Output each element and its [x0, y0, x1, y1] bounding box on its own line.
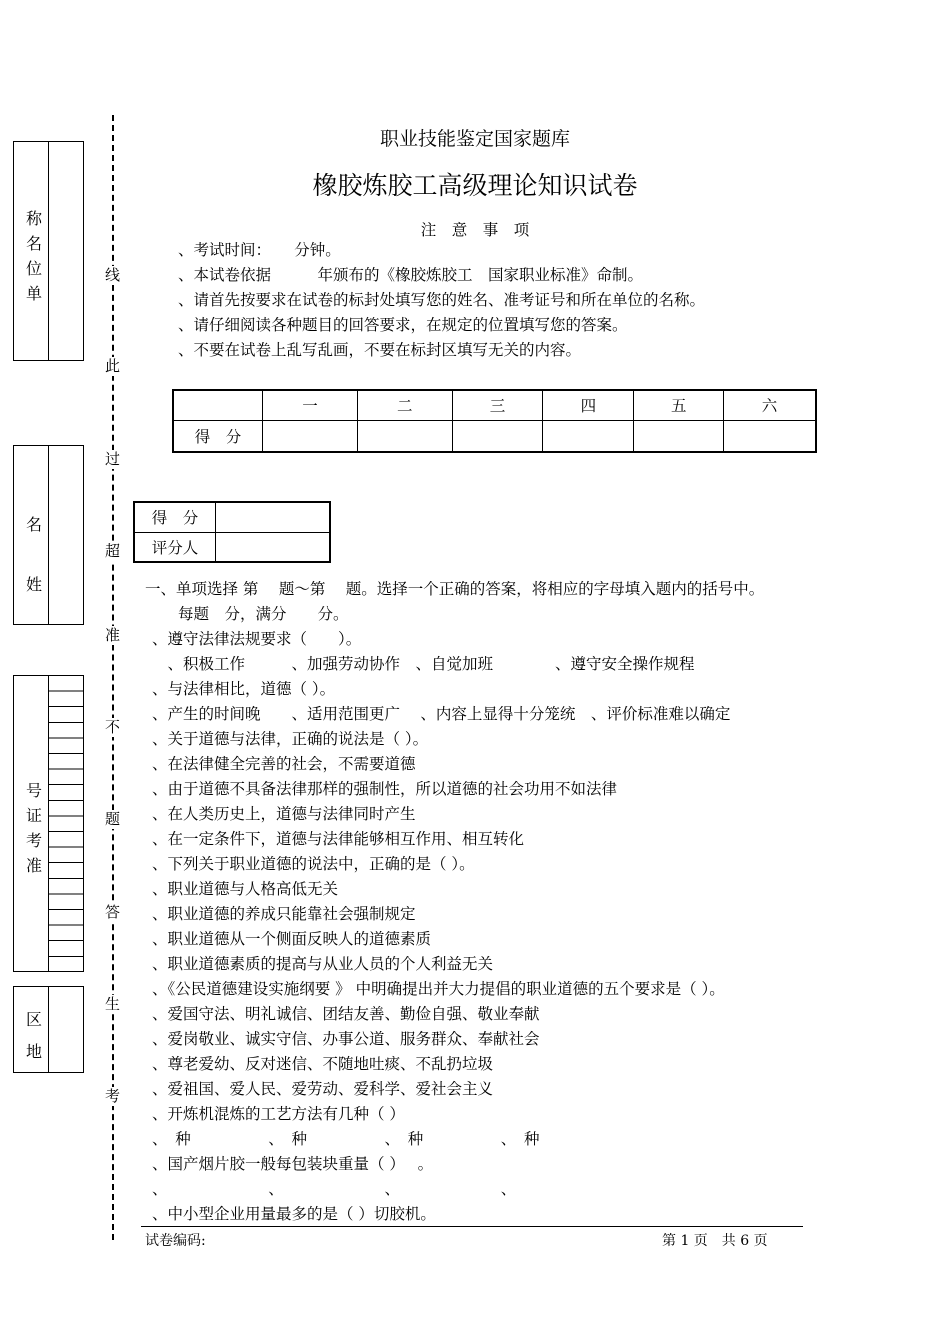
- question-option: 、在人类历史上，道德与法律同时产生: [152, 805, 416, 823]
- score-cell[interactable]: [263, 420, 358, 452]
- question-option: 、爱岗敬业、诚实守信、办事公道、服务群众、奉献社会: [152, 1030, 540, 1048]
- score-row-label: 得 分: [173, 420, 263, 452]
- score-table-header-row: [173, 390, 816, 420]
- exam-title: 橡胶炼胶工高级理论知识试卷: [312, 171, 638, 200]
- question-option: 、爱国守法、明礼诚信、团结友善、勤俭自强、敬业奉献: [152, 1005, 540, 1023]
- question-line: 、开炼机混炼的工艺方法有几种（ ）: [152, 1105, 405, 1123]
- seal-char: 线: [105, 266, 121, 284]
- notice-item: 、请首先按要求在试卷的标封处填写您的姓名、准考证号和所在单位的名称。: [178, 291, 706, 309]
- score-col-3: 三: [452, 390, 543, 420]
- grader-score-label: 得 分: [134, 502, 216, 532]
- question-options: 、 、 、 、: [152, 1180, 517, 1198]
- score-table: [172, 389, 817, 453]
- grader-box: [133, 501, 331, 563]
- question-option: 、在法律健全完善的社会，不需要道德: [152, 755, 416, 773]
- question-option: 、职业道德与人格高低无关: [152, 880, 339, 898]
- seal-char: 答: [105, 903, 121, 921]
- grader-name-label: 评分人: [134, 532, 216, 562]
- notice-heading: 注 意 事 项: [420, 221, 530, 239]
- region-label: 区地: [26, 1010, 43, 1061]
- score-col-5: 五: [634, 390, 724, 420]
- footer-page-number: 第 1 页 共 6 页: [662, 1233, 768, 1249]
- exam-no-box: [13, 675, 84, 972]
- question-option: 、职业道德从一个侧面反映人的道德素质: [152, 930, 432, 948]
- seal-char: 生: [105, 995, 121, 1013]
- score-col-4: 四: [543, 390, 634, 420]
- question-line: 、《公民道德建设实施纲要 》 中明确提出并大力提倡的职业道德的五个要求是（ ）。: [152, 980, 725, 998]
- region-box-divider: [48, 987, 49, 1072]
- score-cell[interactable]: [452, 420, 543, 452]
- footer-code-label: 试卷编码:: [145, 1233, 206, 1249]
- seal-char: 题: [105, 810, 121, 828]
- question-option: 、职业道德的养成只能靠社会强制规定: [152, 905, 416, 923]
- seal-char: 过: [105, 450, 121, 468]
- name-box-divider: [48, 446, 49, 624]
- question-line: 、遵守法律法规要求（ ）。: [152, 630, 362, 648]
- exam-no-grid: [48, 676, 83, 971]
- score-table-corner: [173, 390, 263, 420]
- question-line: 、与法律相比，道德（ ）。: [152, 680, 336, 698]
- question-option: 、由于道德不具备法律那样的强制性，所以道德的社会功用不如法律: [152, 780, 618, 798]
- score-col-6: 六: [724, 390, 816, 420]
- seal-char: 此: [105, 357, 121, 375]
- question-line: 、国产烟片胶一般每包装块重量（ ） 。: [152, 1155, 434, 1173]
- question-option: 、爱祖国、爱人民、爱劳动、爱科学、爱社会主义: [152, 1080, 494, 1098]
- section1-points: 每题 分，满分 分。: [178, 605, 349, 623]
- seal-char: 准: [105, 626, 121, 644]
- score-cell[interactable]: [357, 420, 452, 452]
- name-box: [13, 445, 84, 625]
- section1-instruction: 一、单项选择 第 题～第 题。选择一个正确的答案，将相应的字母填入题内的括号中。: [145, 580, 765, 598]
- notice-item: 、不要在试卷上乱写乱画，不要在标封区填写无关的内容。: [178, 341, 582, 359]
- region-box: [13, 986, 84, 1073]
- score-cell[interactable]: [634, 420, 724, 452]
- score-col-1: 一: [263, 390, 358, 420]
- grader-name-cell[interactable]: [216, 532, 331, 562]
- question-option: 、在一定条件下，道德与法律能够相互作用、相互转化: [152, 830, 525, 848]
- question-line: 、中小型企业用量最多的是（ ）切胶机。: [152, 1205, 436, 1223]
- question-options: 、 种 、 种 、 种 、 种: [152, 1130, 540, 1148]
- question-option: 、职业道德素质的提高与从业人员的个人利益无关: [152, 955, 494, 973]
- seal-char: 考: [105, 1087, 121, 1105]
- score-cell[interactable]: [724, 420, 816, 452]
- question-line: 、下列关于职业道德的说法中，正确的是（ ）。: [152, 855, 475, 873]
- question-line: 、关于道德与法律，正确的说法是（ ）。: [152, 730, 429, 748]
- notice-item: 、本试卷依据 年颁布的《橡胶炼胶工 国家职业标准》命制。: [178, 266, 644, 284]
- score-col-2: 二: [357, 390, 452, 420]
- seal-char: 不: [105, 718, 121, 736]
- question-options: 、产生的时间晚 、适用范围更广 、内容上显得十分笼统 、评价标准难以确定: [152, 705, 731, 723]
- question-options: 、积极工作 、加强劳动协作 、自觉加班 、遵守安全操作规程: [152, 655, 695, 673]
- score-cell[interactable]: [543, 420, 634, 452]
- notice-item: 、考试时间： 分钟。: [178, 241, 341, 259]
- footer-rule: [141, 1226, 803, 1227]
- question-option: 、尊老爱幼、反对迷信、不随地吐痰、不乱扔垃圾: [152, 1055, 494, 1073]
- exam-no-label: 号证考准: [26, 781, 43, 875]
- name-label: 名姓: [26, 515, 43, 594]
- seal-char: 超: [105, 542, 121, 560]
- notice-item: 、请仔细阅读各种题目的回答要求，在规定的位置填写您的答案。: [178, 316, 628, 334]
- score-table-score-row: [173, 420, 816, 452]
- grader-score-cell[interactable]: [216, 502, 331, 532]
- question-bank-title: 职业技能鉴定国家题库: [379, 128, 570, 150]
- unit-label: 称名位单: [26, 209, 43, 303]
